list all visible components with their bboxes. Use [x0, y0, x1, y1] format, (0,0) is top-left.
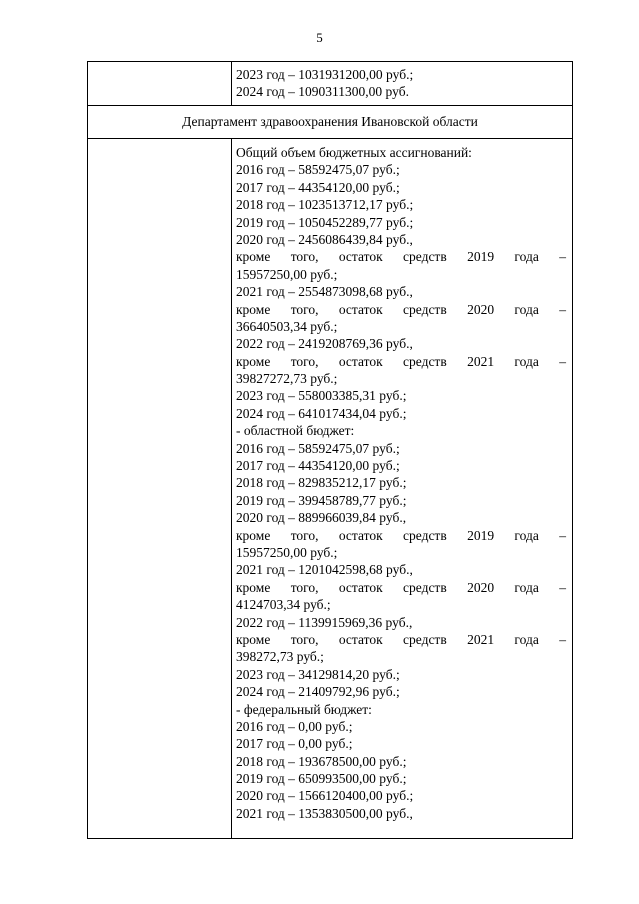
- department-heading: Департамент здравоохранения Ивановской области: [182, 114, 478, 129]
- justified-line: [236, 631, 566, 648]
- word: 2019: [467, 249, 495, 265]
- word: кроме: [236, 631, 271, 647]
- text-line: 36640503,34 руб.;: [236, 318, 338, 334]
- text-line: 2024 год – 1090311300,00 руб.: [236, 84, 409, 100]
- text-line: 2016 год – 58592475,07 руб.;: [236, 162, 400, 178]
- row1-content-cell: [236, 66, 566, 101]
- text-line: 2017 год – 0,00 руб.;: [236, 736, 353, 752]
- text-line: - федеральный бюджет:: [236, 701, 372, 717]
- text-line: 2020 год – 2456086439,84 руб.,: [236, 231, 413, 247]
- word: года: [514, 249, 539, 265]
- word: средств: [403, 353, 447, 369]
- text-line: 2020 год – 889966039,84 руб.,: [236, 510, 407, 526]
- justified-line: [236, 527, 566, 544]
- text-line: 2018 год – 193678500,00 руб.;: [236, 753, 407, 769]
- budget-table: [87, 61, 573, 839]
- text-line: 4124703,34 руб.;: [236, 597, 331, 613]
- word: года: [514, 527, 539, 543]
- word: средств: [403, 249, 447, 265]
- page-number: 5: [316, 30, 323, 45]
- word: –: [559, 631, 566, 647]
- text-line: 2018 год – 829835212,17 руб.;: [236, 475, 407, 491]
- word: –: [559, 249, 566, 265]
- text-line: 2023 год – 558003385,31 руб.;: [236, 388, 407, 404]
- word: того,: [290, 579, 319, 595]
- word: –: [559, 353, 566, 369]
- text-line: 15957250,00 руб.;: [236, 266, 338, 282]
- word: средств: [403, 527, 447, 543]
- justified-line: [236, 579, 566, 596]
- text-line: 2022 год – 1139915969,36 руб.,: [236, 614, 413, 630]
- word: года: [514, 353, 539, 369]
- word: кроме: [236, 249, 271, 265]
- word: кроме: [236, 579, 271, 595]
- word: средств: [403, 301, 447, 317]
- text-line: - областной бюджет:: [236, 423, 355, 439]
- column-divider: [231, 62, 232, 106]
- text-line: 15957250,00 руб.;: [236, 544, 338, 560]
- word: 2020: [467, 301, 495, 317]
- word: 2019: [467, 527, 495, 543]
- word: остаток: [338, 631, 383, 647]
- word: –: [559, 527, 566, 543]
- word: того,: [290, 631, 319, 647]
- text-line: 2021 год – 1353830500,00 руб.,: [236, 805, 413, 821]
- budget-content-cell: [236, 144, 566, 822]
- word: того,: [290, 249, 319, 265]
- word: –: [559, 579, 566, 595]
- text-line: 2017 год – 44354120,00 руб.;: [236, 458, 400, 474]
- word: года: [514, 631, 539, 647]
- text-line: 2022 год – 2419208769,36 руб.,: [236, 336, 413, 352]
- word: 2020: [467, 579, 495, 595]
- text-line: 2019 год – 650993500,00 руб.;: [236, 771, 407, 787]
- text-line: 2017 год – 44354120,00 руб.;: [236, 179, 400, 195]
- word: того,: [290, 527, 319, 543]
- text-line: 2024 год – 21409792,96 руб.;: [236, 684, 400, 700]
- text-line: 2019 год – 1050452289,77 руб.;: [236, 214, 414, 230]
- word: 2021: [467, 353, 495, 369]
- word: остаток: [338, 249, 383, 265]
- text-line: 39827272,73 руб.;: [236, 371, 338, 387]
- justified-line: [236, 301, 566, 318]
- justified-line: [236, 353, 566, 370]
- text-line: 2023 год – 1031931200,00 руб.;: [236, 67, 414, 82]
- justified-line: [236, 248, 566, 265]
- text-line: 2016 год – 58592475,07 руб.;: [236, 440, 400, 456]
- text-line: 2021 год – 2554873098,68 руб.,: [236, 284, 413, 300]
- word: года: [514, 301, 539, 317]
- word: кроме: [236, 353, 271, 369]
- word: средств: [403, 579, 447, 595]
- word: кроме: [236, 527, 271, 543]
- text-line: Общий объем бюджетных ассигнований:: [236, 145, 472, 160]
- text-line: 2023 год – 34129814,20 руб.;: [236, 666, 400, 682]
- word: остаток: [338, 527, 383, 543]
- table-row: [88, 106, 572, 139]
- text-line: 2020 год – 1566120400,00 руб.;: [236, 788, 414, 804]
- text-line: 2019 год – 399458789,77 руб.;: [236, 492, 407, 508]
- table-row: [88, 62, 572, 106]
- word: кроме: [236, 301, 271, 317]
- word: года: [514, 579, 539, 595]
- text-line: 2021 год – 1201042598,68 руб.,: [236, 562, 413, 578]
- word: того,: [290, 301, 319, 317]
- text-line: 2018 год – 1023513712,17 руб.;: [236, 197, 414, 213]
- text-line: 2016 год – 0,00 руб.;: [236, 718, 353, 734]
- word: средств: [403, 631, 447, 647]
- table-row: [88, 139, 572, 838]
- word: остаток: [338, 579, 383, 595]
- word: –: [559, 301, 566, 317]
- text-line: 2024 год – 641017434,04 руб.;: [236, 405, 407, 421]
- text-line: 398272,73 руб.;: [236, 649, 324, 665]
- column-divider: [231, 139, 232, 838]
- word: 2021: [467, 631, 495, 647]
- word: остаток: [338, 353, 383, 369]
- word: того,: [290, 353, 319, 369]
- word: остаток: [338, 301, 383, 317]
